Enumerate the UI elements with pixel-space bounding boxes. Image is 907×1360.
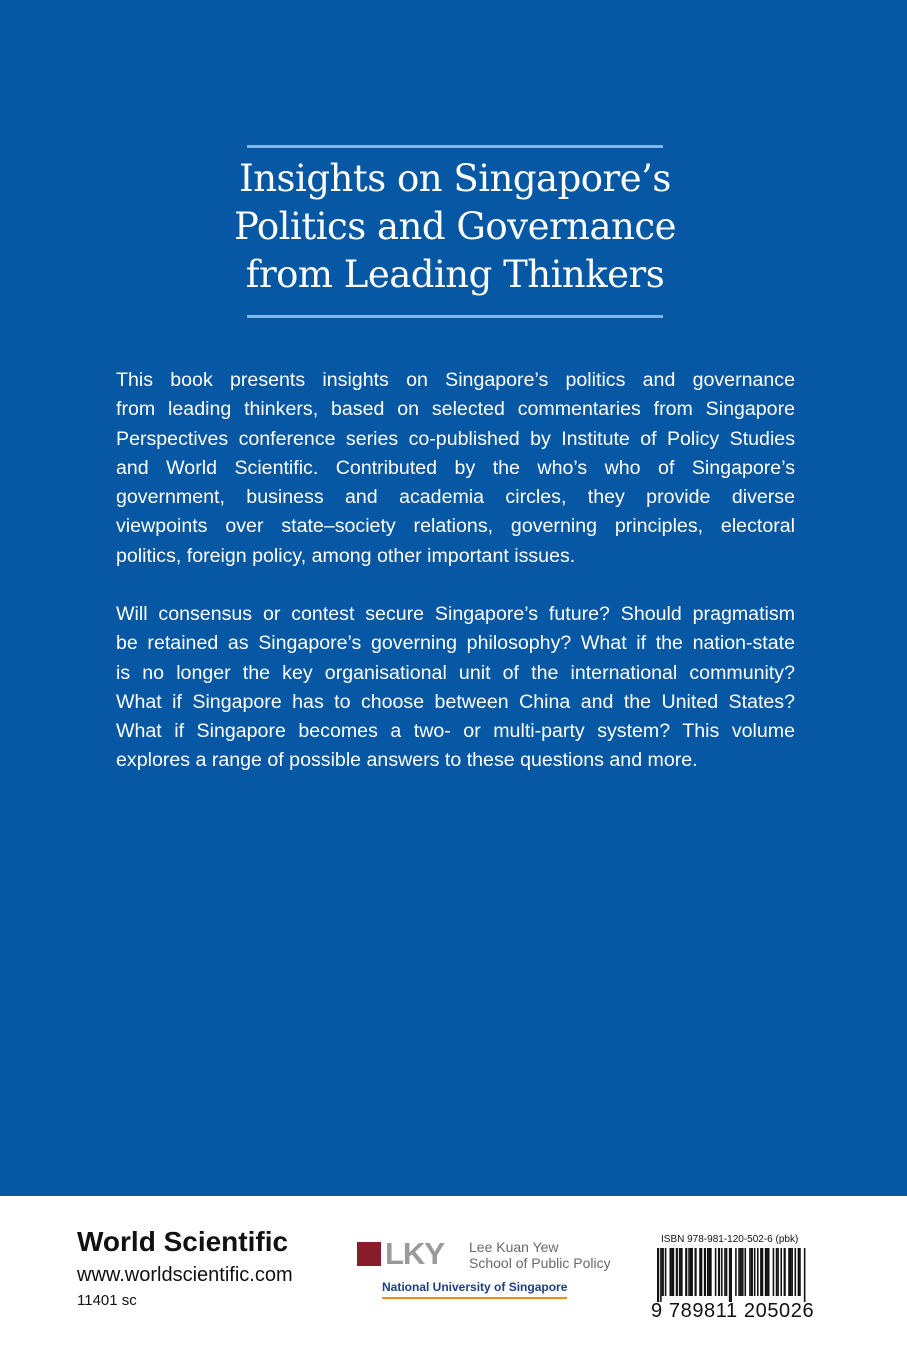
blurb-line: be retained as Singapore’s governing philosophy? What if the nation-state [116, 632, 795, 655]
barcode-bar [784, 1248, 786, 1296]
isbn-label: ISBN 978-981-120-502-6 (pbk) [661, 1234, 799, 1245]
barcode-bar [804, 1248, 806, 1302]
blurb-line: viewpoints over state–society relations, governing principles, electoral [116, 515, 795, 538]
barcode-bar [704, 1248, 706, 1296]
barcode-bar [657, 1248, 659, 1302]
blurb-line: What if Singapore becomes a two- or multi-party system? This volume [116, 720, 795, 743]
title-line: from Leading Thinkers [245, 253, 665, 296]
barcode-bar [790, 1248, 792, 1296]
barcode-bar [766, 1248, 768, 1296]
barcode-bar [707, 1248, 709, 1296]
blurb-line: from leading thinkers, based on selected commentaries from Singapore [116, 398, 795, 421]
barcode-bar [777, 1248, 779, 1296]
blurb-line: This book presents insights on Singapore’s politics and governance [116, 369, 795, 391]
barcode-bar [726, 1248, 728, 1296]
lky-letters: LKY [385, 1236, 444, 1271]
title-bottom-rule [247, 315, 663, 318]
blurb-line: government, business and academia circles, they provide diverse [116, 486, 795, 509]
barcode-bar [754, 1248, 756, 1296]
lky-red-square [357, 1242, 381, 1266]
barcode-bar [695, 1248, 697, 1296]
barcode-bar [673, 1248, 675, 1296]
barcode-bar [710, 1248, 712, 1296]
barcode-bar [776, 1248, 778, 1296]
blurb-line: politics, foreign policy, among other important issues. [116, 544, 576, 567]
barcode-bar [701, 1248, 703, 1296]
blurb-line: What if Singapore has to choose between China and the United States? [116, 690, 795, 713]
barcode-bar [749, 1248, 751, 1296]
barcode-icon [657, 1248, 807, 1302]
title-line: Politics and Governance [233, 205, 676, 248]
barcode-bar [670, 1248, 672, 1296]
barcode-number: 9 789811 205026 [651, 1300, 815, 1322]
barcode-bar [691, 1248, 693, 1296]
barcode-bar [676, 1248, 678, 1296]
barcode-bar [715, 1248, 717, 1296]
blurb-line: and World Scientific. Contributed by the who’s who of Singapore’s [116, 456, 795, 479]
barcode-bar [791, 1248, 793, 1296]
barcode-bar [729, 1248, 731, 1302]
title-top-rule [247, 145, 663, 148]
barcode-bar [757, 1248, 759, 1296]
blurb-paragraph-1 [116, 366, 795, 571]
blurb-line: Perspectives conference series co-published by Institute of Policy Studies [116, 427, 795, 450]
barcode-bar [741, 1248, 743, 1296]
barcode-bar [795, 1248, 797, 1296]
barcode-bar [660, 1248, 662, 1302]
barcode-bar [665, 1248, 667, 1296]
barcode-bar [730, 1248, 732, 1302]
nus-underline [382, 1297, 567, 1299]
blurb-line: Will consensus or contest secure Singapore’s future? Should pragmatism [116, 603, 795, 625]
barcode-bar [745, 1248, 747, 1296]
barcode-bar [762, 1248, 764, 1296]
barcode-bar [773, 1248, 775, 1296]
title-line: Insights on Singapore’s [239, 157, 671, 200]
barcode-bar [768, 1248, 770, 1296]
barcode-bar [688, 1248, 690, 1296]
barcode-bar [724, 1248, 726, 1296]
barcode-bar [751, 1248, 753, 1296]
book-title [200, 155, 710, 299]
lky-name-line1: Lee Kuan Yew [469, 1239, 559, 1255]
barcode-bar [662, 1248, 664, 1296]
barcode-bar [735, 1248, 737, 1296]
nus-name: National University of Singapore [382, 1280, 568, 1294]
publisher-url: www.worldscientific.com [77, 1264, 293, 1286]
barcode-bar [740, 1248, 742, 1296]
publisher-name: World Scientific [77, 1226, 289, 1257]
blurb-paragraph-2 [116, 600, 795, 776]
barcode-bar [799, 1248, 801, 1296]
barcode-bar [721, 1248, 723, 1296]
footer-strip [0, 1196, 907, 1360]
barcode-bar [685, 1248, 687, 1296]
barcode-bar [680, 1248, 682, 1296]
barcode-bar [738, 1248, 740, 1296]
barcode-bar [718, 1248, 720, 1296]
barcode-bar [780, 1248, 782, 1296]
barcode-bar [679, 1248, 681, 1296]
blurb-line: is no longer the key organisational unit of the international community? [116, 661, 795, 684]
publisher-code: 11401 sc [77, 1292, 137, 1309]
blurb-line: explores a range of possible answers to these questions and more. [116, 749, 698, 772]
lky-name-line2: School of Public Policy [469, 1255, 611, 1271]
lky-school-logo [357, 1236, 611, 1302]
